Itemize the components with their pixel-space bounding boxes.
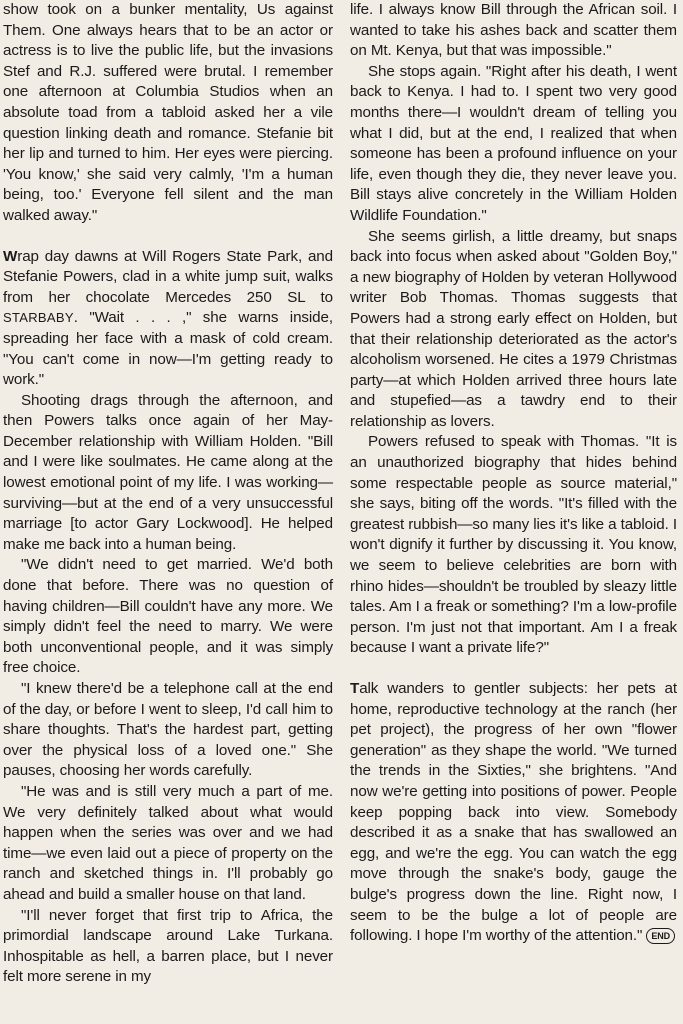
paragraph: She seems girlish, a little dreamy, but snaps back into focus when asked about "Golden Boy," a new biography of Holden by veteran Hollywood writer Bob Thomas. Thomas suggests that Powers had a strong early effect on Holden, but that their relationship deteriorated as the actor's alcoholism worsened. He cites a 1979 Christmas party—at which Holden arrived three hours late and stupefied—as a tawdry end to their relationship as lovers. bbox=[350, 227, 677, 430]
paragraph: She stops again. "Right after his death, I went back to Kenya. I had to. I spent two very good months there—I wouldn't dream of telling you what I did, but at the end, I realized that when someone has been a profound influence on your life, even though they die, they never leave you. Bill stays alive concretely in the William Holden Wildlife Foundation." bbox=[350, 62, 677, 224]
paragraph bbox=[3, 247, 333, 391]
paragraph: "We didn't need to get married. We'd both done that before. There was no question of having children—Bill couldn't have any more. We simply didn't feel the need to marry. We were both unconventional people, and it was simply free choice. bbox=[3, 556, 333, 677]
column-left bbox=[3, 0, 333, 988]
paragraph: Shooting drags through the afternoon, and then Powers talks once again of her May-December relationship with William Holden. "Bill and I were like soulmates. He came along at the lowest emotional point of my life. I was working—surviving—but at the end of a very unsuccessful marriage [to actor Gary Lockwood]. He helped make me back into a human being. bbox=[3, 391, 333, 553]
paragraph: "I'll never forget that first trip to Africa, the primordial landscape around Lake Turkana. Inhospitable as hell, a barren place, but I never felt more serene in my bbox=[3, 906, 333, 986]
end-mark-icon: END bbox=[646, 928, 675, 944]
drop-cap: T bbox=[350, 680, 360, 697]
paragraph: "He was and is still very much a part of me. We very definitely talked about what would happen when the series was over and we had time—we even laid out a piece of property on the ranch and sketched things in. I'll probably go ahead and build a smaller house on that land. bbox=[3, 782, 333, 903]
drop-cap: W bbox=[3, 247, 18, 265]
paragraph bbox=[350, 679, 677, 947]
column-right bbox=[350, 0, 677, 947]
paragraph: life. I always know Bill through the African soil. I wanted to take his ashes back and scatter them on Mt. Kenya, but that was impossible." bbox=[350, 1, 677, 60]
paragraph-text: . "Wait . . . ," she warns inside, spreading her face with a mask of cold cream. "You can't come in now—I'm getting ready to work." bbox=[3, 309, 333, 389]
paragraph-text: rap day dawns at Will Rogers State Park, and Stefanie Powers, clad in a white jump suit, walks from her chocolate Mercedes 250 SL to bbox=[3, 247, 333, 306]
paragraph-text: alk wanders to gentler subjects: her pets at home, reproductive technology at the ranch (her pet project), the progress of her own "flower generation" as they shape the world. "We turned the trends in the Sixties," she brightens. "And now we're getting into positions of power. People keep popping back into view. Somebody described it as a snake that has swallowed an egg, and we're the egg. You can watch the egg move through the snake's body, gauge the bulge's progress down the line. Right now, I seem to be the bulge a lot of people are following. I hope I'm worthy of the attention." bbox=[350, 680, 677, 945]
paragraph: "I knew there'd be a telephone call at the end of the day, or before I went to sleep, I'd call him to share thoughts. That's the hardest part, getting over the physical loss of a loved one." She pauses, choosing her words carefully. bbox=[3, 680, 333, 780]
paragraph: show took on a bunker mentality, Us against Them. One always hears that to be an actor or actress is to live the public life, but the invasions Stef and R.J. suffered were brutal. I remember one afternoon at Columbia Studios when an absolute toad from a tabloid asked her a vile question linking death and romance. Stefanie bit her lip and turned to him. Her eyes were piercing. 'You know,' she said very calmly, 'I'm a human being, too.' Everyone fell silent and the man walked away." bbox=[3, 1, 333, 224]
paragraph: Powers refused to speak with Thomas. "It is an unauthorized biography that hides behind some respectable people as source material," she says, biting off the words. "It's filled with the greatest rubbish—so many lies it's like a tabloid. I won't dignify it further by discussing it. You know, we seem to believe celebrities are born with rhino hides—shouldn't be troubled by sleazy little tales. Am I a freak or something? I'm a low-profile person. I'm just not that important. Am I a freak because I want a private life?" bbox=[350, 433, 678, 657]
small-caps-title: STARBABY bbox=[3, 310, 74, 326]
